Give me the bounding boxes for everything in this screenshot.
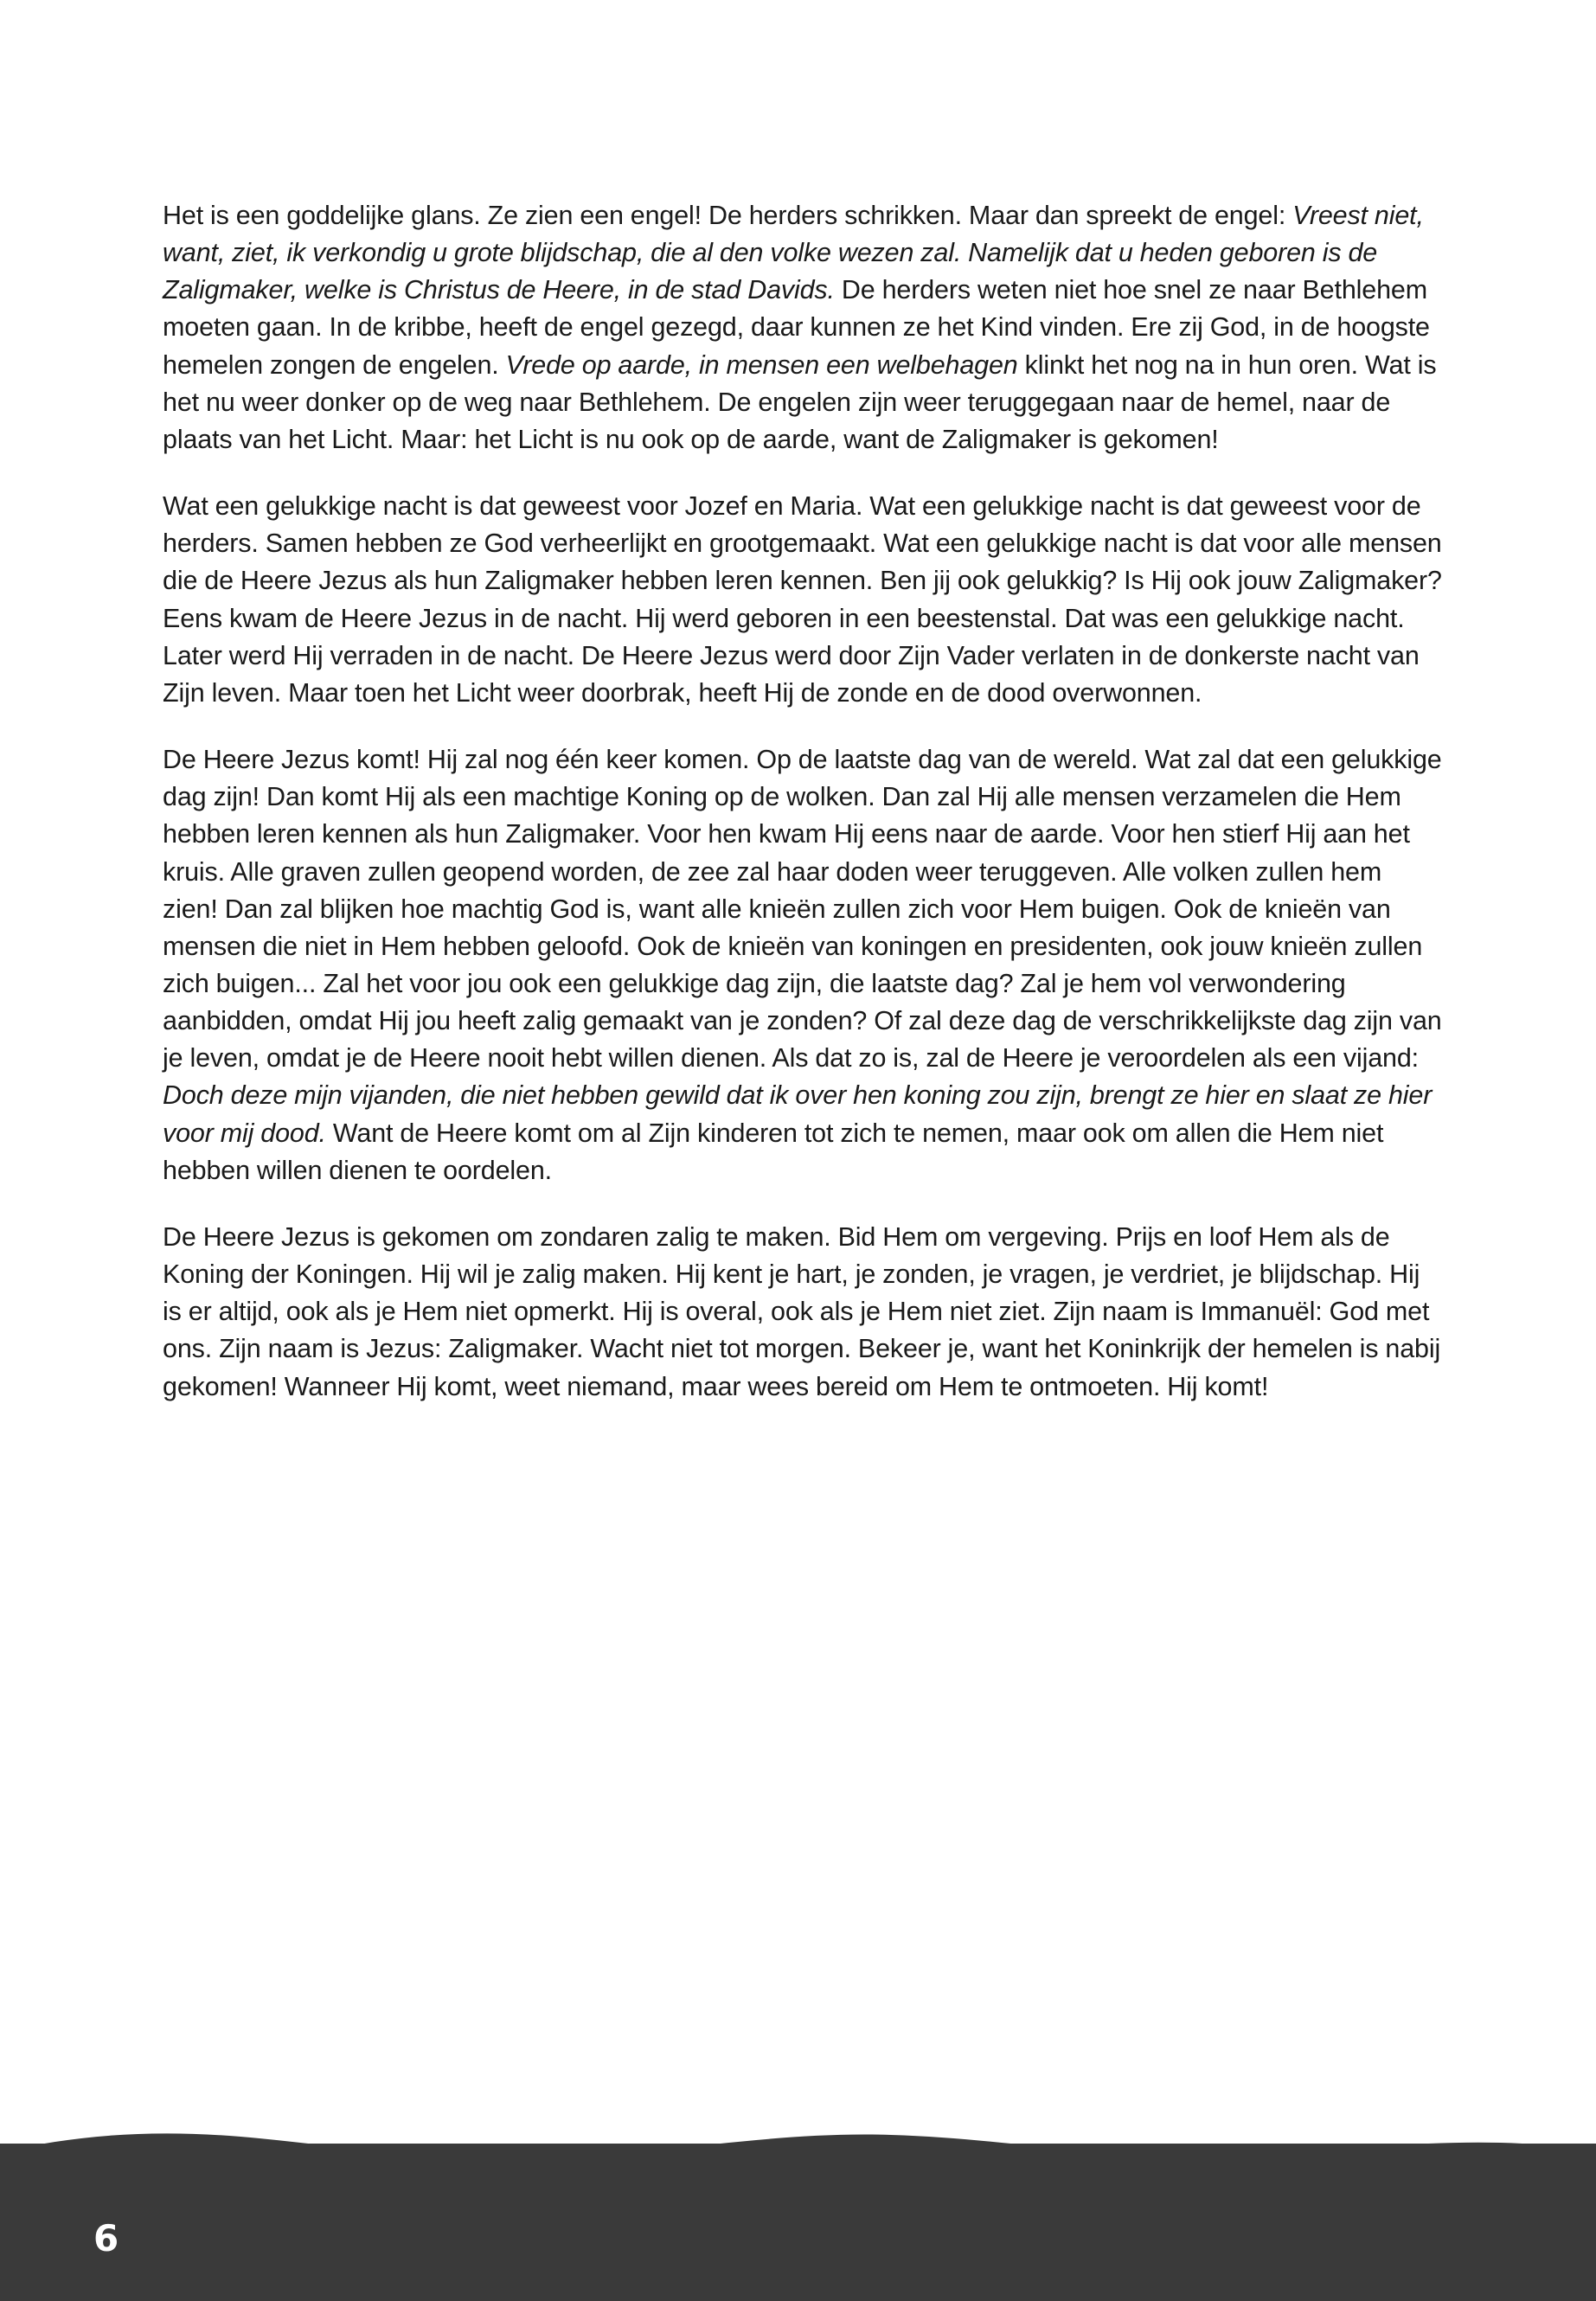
text-run: Want de Heere komt om al Zijn kinderen tot zich te nemen, maar ook om allen die Hem niet hebben willen dienen te oordelen. <box>163 1118 1384 1185</box>
scripture-quote: Doch deze mijn vijanden, die niet hebben gewild dat ik over hen koning zou zijn, brengt ze hier en slaat ze hier voor mij dood. <box>163 1080 1433 1148</box>
text-run: Het is een goddelijke glans. Ze zien een engel! De herders schrikken. Maar dan spreekt de engel: <box>163 201 1293 230</box>
paragraph-4 <box>163 1219 1443 1406</box>
text-run: De herders weten niet hoe snel ze naar Bethlehem moeten gaan. In de kribbe, heeft de engel gezegd, daar kunnen ze het Kind vinden. Ere zij God, in de hoogste hemelen zongen de engelen. <box>163 275 1430 380</box>
text-run: De Heere Jezus komt! Hij zal nog één keer komen. Op de laatste dag van de wereld. Wat zal dat een gelukkige dag zijn! Dan komt Hij als een machtige Koning op de wolken. Dan zal Hij alle mensen verzamelen die Hem hebben leren kennen als hun Zaligmaker. Voor hen kwam Hij eens naar de aarde. Voor hen stierf Hij aan het kruis. Alle graven zullen geopend worden, de zee zal haar doden weer teruggeven. Alle volken zullen hem zien! Dan zal blijken hoe machtig God is, want alle knieën zullen zich voor Hem buigen. Ook de knieën van mensen die niet in Hem hebben geloofd. Ook de knieën van koningen en presidenten, ook jouw knieën zullen zich buigen... Zal het voor jou ook een gelukkige dag zijn, die laatste dag? Zal je hem vol verwondering aanbidden, omdat Hij jou heeft zalig gemaakt van je zonden? Of zal deze dag de verschrikkelijkste dag zijn van je leven, omdat je de Heere nooit hebt willen dienen. Als dat zo is, zal de Heere je veroordelen als een vijand: <box>163 745 1442 1074</box>
scripture-quote: Vrede op aarde, in mensen een welbehagen <box>505 349 1018 380</box>
body-text-column <box>163 197 1443 1406</box>
paragraph-3 <box>163 741 1443 1189</box>
text-run: Wat een gelukkige nacht is dat geweest voor Jozef en Maria. Wat een gelukkige nacht is dat geweest voor de herders. Samen hebben ze God verheerlijkt en grootgemaakt. Wat een gelukkige nacht is dat voor alle mensen die de Heere Jezus als hun Zaligmaker hebben leren kennen. Ben jij ook gelukkig? Is Hij ook jouw Zaligmaker? Eens kwam de Heere Jezus in de nacht. Hij werd geboren in een beestenstal. Dat was een gelukkige nacht. Later werd Hij verraden in de nacht. De Heere Jezus werd door Zijn Vader verlaten in de donkerste nacht van Zijn leven. Maar toen het Licht weer doorbrak, heeft Hij de zonde en de dood overwonnen. <box>163 491 1442 708</box>
paragraph-1 <box>163 197 1443 458</box>
footer-band <box>0 2144 1596 2301</box>
text-run: klinkt het nog na in hun oren. Wat is het nu weer donker op de weg naar Bethlehem. De engelen zijn weer teruggegaan naar de hemel, naar de plaats van het Licht. Maar: het Licht is nu ook op de aarde, want de Zaligmaker is gekomen! <box>163 349 1437 454</box>
scripture-quote: Vreest niet, want, ziet, ik verkondig u grote blijdschap, die al den volke wezen zal. Namelijk dat u heden geboren is de Zaligmaker, welke is Christus de Heere, in de stad Davids. <box>163 201 1424 305</box>
text-run: De Heere Jezus is gekomen om zondaren zalig te maken. Bid Hem om vergeving. Prijs en loof Hem als de Koning der Koningen. Hij wil je zalig maken. Hij kent je hart, je zonden, je vragen, je verdriet, je blijdschap. Hij is er altijd, ook als je Hem niet opmerkt. Hij is overal, ook als je Hem niet ziet. Zijn naam is Immanuël: God met ons. Zijn naam is Jezus: Zaligmaker. Wacht niet tot morgen. Bekeer je, want het Koninkrijk der hemelen is nabij gekomen! Wanneer Hij komt, weet niemand, maar wees bereid om Hem te ontmoeten. Hij komt! <box>163 1221 1441 1401</box>
paragraph-2 <box>163 488 1443 712</box>
page-number: 6 <box>93 2217 119 2259</box>
